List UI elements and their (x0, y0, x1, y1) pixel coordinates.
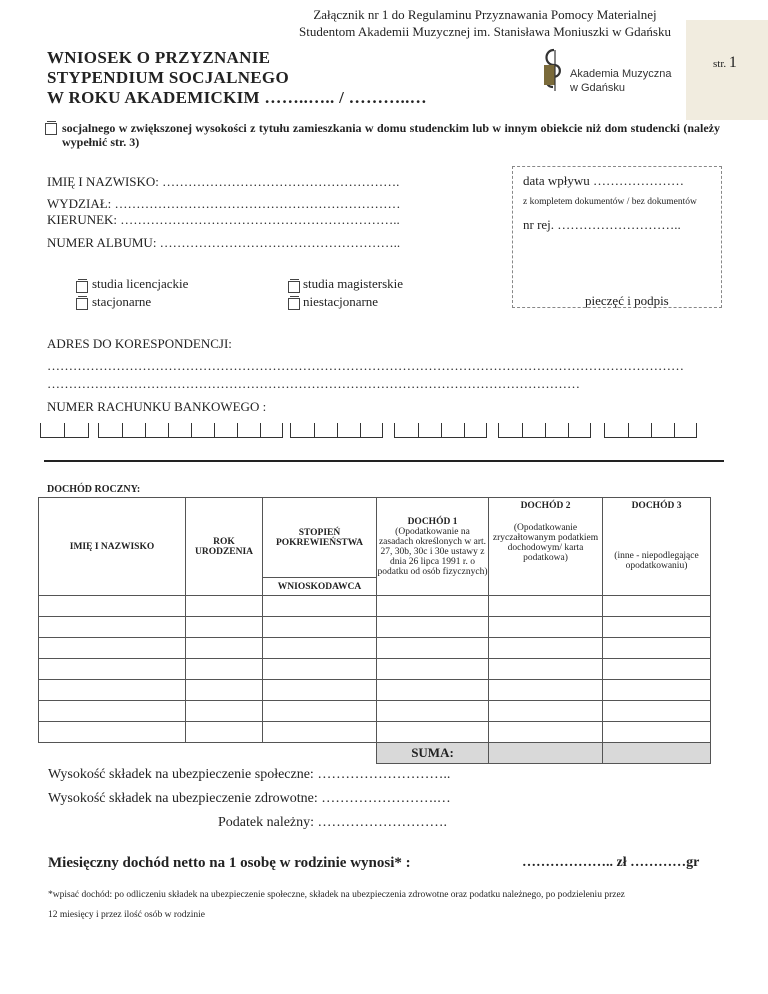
col-income3-header (603, 498, 711, 596)
sum-label: SUMA: (377, 743, 489, 764)
income3-desc: (inne - niepodlegające opodatkowaniu) (614, 551, 699, 571)
attachment-line-1: Załącznik nr 1 do Regulaminu Przyznawania Pomocy Materialnej (313, 7, 657, 22)
page-number (713, 54, 737, 72)
faculty-field[interactable]: WYDZIAŁ: ………………………………………………………… (47, 196, 401, 211)
documents-status: z kompletem dokumentów / bez dokumentów (523, 197, 697, 207)
account-group-5[interactable] (498, 423, 591, 438)
address-line-2[interactable]: …………………………………………………………………………………………………………… (47, 376, 580, 391)
footnote-line-2: 12 miesięcy i przez ilość osób w rodzinie (48, 910, 205, 920)
footnote (48, 885, 728, 925)
sum-income2[interactable] (489, 743, 603, 764)
account-group-6[interactable] (604, 423, 697, 438)
address-label: ADRES DO KORESPONDENCJI: (47, 336, 232, 351)
page-prefix: str. (713, 58, 727, 70)
received-date: data wpływu ………………… (523, 173, 685, 188)
income3-title: DOCHÓD 3 (631, 501, 682, 511)
income1-desc: (Opodatkowanie na zasadach określonych w art. 27, 30b, 30c i 30e ustawy z dnia 26 lipca 1991 r. o podatku od osób fizycznych) (377, 526, 488, 577)
academy-logo-icon (538, 47, 568, 95)
magisterskie-label: studia magisterskie (303, 276, 404, 291)
net-income-value[interactable]: ……………….. zł …………gr (522, 855, 700, 870)
table-row[interactable] (39, 659, 711, 680)
income2-title: DOCHÓD 2 (520, 501, 571, 511)
table-row[interactable] (39, 722, 711, 743)
logo-line-1: Akademia Muzyczna (570, 68, 672, 80)
income-section-label: DOCHÓD ROCZNY: (47, 484, 141, 495)
net-income-label: Miesięczny dochód netto na 1 osobę w rodzinie wynosi* : (48, 855, 411, 871)
account-group-1[interactable] (40, 423, 89, 438)
col-birth-year-header: ROK URODZENIA (186, 498, 263, 596)
col-income1-header (377, 498, 489, 596)
niestacjonarne-checkbox[interactable] (288, 298, 300, 310)
stacjonarne-checkbox[interactable] (76, 298, 88, 310)
account-group-2[interactable] (98, 423, 283, 438)
logo-line-2: w Gdańsku (570, 82, 626, 94)
col-name-header: IMIĘ I NAZWISKO (39, 498, 186, 596)
tax-field[interactable]: Podatek należny: ………………………. (218, 815, 448, 830)
table-row[interactable] (39, 617, 711, 638)
applicant-label: WNIOSKODAWCA (263, 578, 377, 596)
col-relationship-header: STOPIEŃ POKREWIEŃSTWA (263, 498, 377, 578)
income-table (38, 497, 711, 764)
account-group-3[interactable] (290, 423, 383, 438)
section-divider (44, 460, 724, 462)
bank-account-label: NUMER RACHUNKU BANKOWEGO : (47, 399, 267, 414)
table-row[interactable] (39, 680, 711, 701)
table-row[interactable] (39, 638, 711, 659)
social-insurance-field[interactable]: Wysokość składek na ubezpieczenie społeczne: ……………………….. (48, 767, 451, 782)
office-stamp-box (512, 166, 722, 308)
account-group-4[interactable] (394, 423, 487, 438)
income2-desc: (Opodatkowanie zryczałtowanym podatkiem dochodowym/ karta podatkowa) (492, 523, 599, 563)
sum-income3[interactable] (603, 743, 711, 764)
name-field[interactable]: IMIĘ I NAZWISKO: ………………………………………………. (47, 174, 400, 189)
form-title (47, 48, 427, 108)
table-row[interactable] (39, 701, 711, 722)
licencjackie-checkbox[interactable] (76, 281, 88, 293)
registration-number: nr rej. ……………………….. (523, 217, 681, 232)
academy-logo-text (570, 67, 672, 95)
footnote-line-1: *wpisać dochód: po odliczeniu składek na ubezpieczenie społeczne, składek na ubezpieczenia zdrowotne oraz podatku należnego, po podzieleniu przez (48, 890, 625, 900)
title-line-1: WNIOSEK O PRZYZNANIE (47, 48, 271, 67)
page-number-value: 1 (728, 54, 737, 71)
title-line-2: STYPENDIUM SOCJALNEGO (47, 68, 289, 87)
magisterskie-checkbox[interactable] (288, 281, 300, 293)
stamp-signature: pieczęć i podpis (585, 293, 669, 308)
album-number-field[interactable]: NUMER ALBUMU: ……………………………………………….. (47, 235, 401, 250)
attachment-line-2: Studentom Akademii Muzycznej im. Stanisława Moniuszki w Gdańsku (299, 24, 671, 39)
increased-option-checkbox[interactable] (45, 123, 57, 135)
col-income2-header (489, 498, 603, 596)
title-line-3: W ROKU AKADEMICKIM ……..….. / ………..… (47, 88, 427, 107)
niestacjonarne-label: niestacjonarne (303, 294, 379, 309)
bank-account-boxes[interactable] (40, 423, 700, 437)
stacjonarne-label: stacjonarne (92, 294, 152, 309)
health-insurance-field[interactable]: Wysokość składek na ubezpieczenie zdrowotne: …………………….… (48, 791, 451, 806)
major-field[interactable]: KIERUNEK: ……………………………………………………….. (47, 212, 400, 227)
address-line-1[interactable]: ………………………………………………………………………………………………………………………………… (47, 358, 684, 373)
increased-option-label: socjalnego w zwiększonej wysokości z tytułu zamieszkania w domu studenckim lub w innym obiekcie niż dom studencki (należy wypełnić str. 3) (62, 121, 720, 149)
sum-row (39, 743, 711, 764)
income1-title: DOCHÓD 1 (407, 516, 458, 527)
attachment-note (0, 6, 760, 40)
licencjackie-label: studia licencjackie (92, 276, 189, 291)
table-row[interactable] (39, 596, 711, 617)
